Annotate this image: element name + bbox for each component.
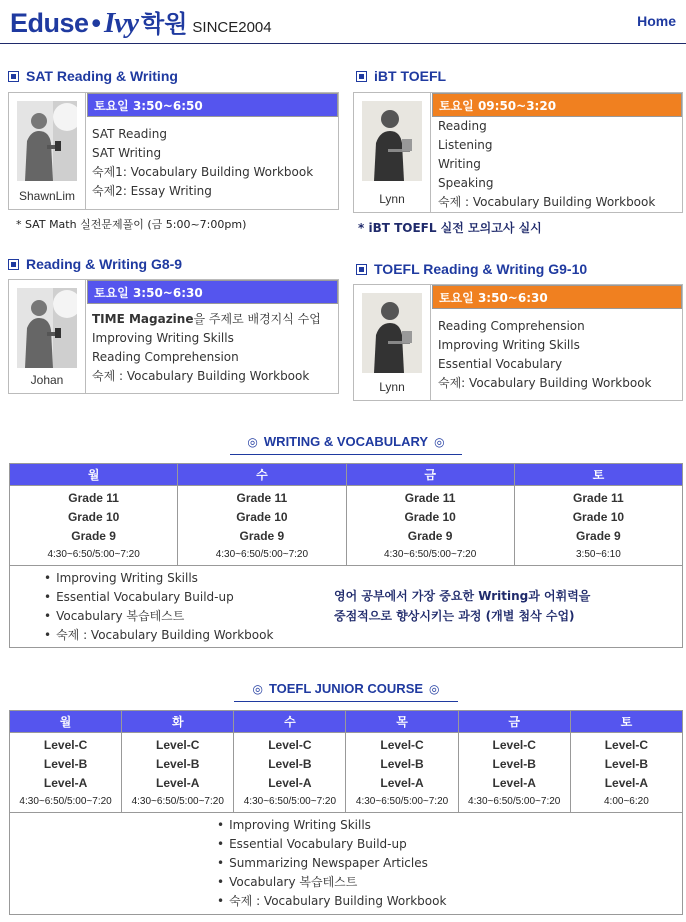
level: Level-B — [43, 757, 88, 771]
course-title: TOEFL Reading & Writing G9-10 — [374, 261, 588, 277]
course-line: Listening — [438, 138, 493, 152]
class-time: 4:00~6:20 — [604, 796, 649, 807]
logo-since: SINCE2004 — [192, 19, 272, 36]
teacher-name: Lynn — [379, 380, 405, 394]
writing-schedule-table — [9, 463, 683, 648]
level: Grade 11 — [236, 491, 288, 505]
course-line: 숙제1: Vocabulary Building Workbook — [92, 165, 314, 179]
class-time: 4:30~6:50/5:00~7:20 — [468, 796, 561, 807]
course-sat — [8, 66, 340, 86]
course-line: Improving Writing Skills — [438, 338, 580, 352]
course-lines — [438, 317, 652, 393]
teacher-photo — [354, 93, 431, 212]
level: Level-B — [492, 757, 536, 771]
class-time: 4:30~6:50/5:00~7:20 — [215, 549, 309, 560]
course-line: Essential Vocabulary — [438, 357, 563, 371]
schedule-cell — [570, 733, 682, 813]
teacher-photo — [354, 285, 431, 400]
toefl-junior-schedule-table — [9, 710, 683, 915]
schedule-cell — [346, 733, 458, 813]
day-header: 토 — [514, 464, 682, 486]
square-bullet-icon — [356, 71, 367, 82]
logo-ivy: Ivy — [103, 7, 139, 39]
section-title-text: WRITING & VOCABULARY — [263, 434, 429, 449]
schedule-cell — [234, 733, 346, 813]
course-line: SAT Reading — [92, 127, 167, 141]
magazine-name: TIME Magazine — [92, 312, 194, 326]
course-line: Speaking — [438, 176, 494, 190]
course-title: Reading & Writing G8-9 — [26, 256, 183, 272]
list-item: • Vocabulary 복습테스트 — [217, 873, 682, 892]
list-item: • Vocabulary 복습테스트 — [44, 607, 682, 626]
course-line: Reading Comprehension — [438, 319, 585, 333]
ibt-note: * iBT TOEFL 실전 모의고사 실시 — [358, 221, 542, 235]
course-lines — [92, 125, 313, 201]
level: Grade 9 — [239, 529, 285, 543]
course-title: iBT TOEFL — [374, 68, 447, 84]
list-item: • Improving Writing Skills — [217, 816, 682, 835]
curriculum-list — [217, 816, 682, 911]
level: Grade 11 — [68, 491, 119, 505]
level: Level-A — [43, 776, 88, 790]
teacher-woman-icon — [362, 293, 422, 373]
class-time: 4:30~6:50/5:00~7:20 — [355, 796, 449, 807]
day-header: 수 — [178, 464, 346, 486]
day-header: 금 — [346, 464, 514, 486]
day-header: 목 — [346, 711, 458, 733]
course-toefl-rw — [356, 259, 682, 279]
course-description — [10, 813, 683, 915]
level: Level-B — [604, 757, 649, 771]
course-line: 숙제: Vocabulary Building Workbook — [438, 376, 652, 390]
list-item: • Essential Vocabulary Build-up — [44, 588, 682, 607]
class-time: 4:30~6:50/5:00~7:20 — [243, 796, 337, 807]
schedule-cell — [178, 486, 346, 566]
time-bar: 토요일 3:50~6:50 — [87, 93, 338, 117]
teacher-man-icon — [17, 288, 77, 368]
logo-hakwon: 학원 — [141, 10, 188, 38]
course-lines — [438, 117, 655, 212]
teacher-photo — [9, 93, 86, 209]
teacher-name: Johan — [30, 373, 64, 387]
ring-icon: ◎ — [252, 681, 263, 696]
schedule-cell — [346, 486, 514, 566]
course-line: Writing — [438, 157, 481, 171]
level: Grade 9 — [407, 529, 453, 543]
list-item: • Improving Writing Skills — [44, 569, 682, 588]
schedule-cell — [514, 486, 682, 566]
course-lines — [92, 310, 321, 386]
schedule-cell — [458, 733, 570, 813]
teacher-name: ShawnLim — [18, 189, 76, 203]
course-line: 숙제 : Vocabulary Building Workbook — [438, 195, 656, 209]
class-time: 3:50~6:10 — [575, 549, 621, 560]
list-item: • Summarizing Newspaper Articles — [217, 854, 682, 873]
course-line-rest: 을 주제로 배경지식 수업 — [193, 312, 321, 326]
logo-eduse: Eduse — [10, 8, 89, 38]
level: Level-C — [43, 738, 88, 752]
promo-line: 중점적으로 향상시키는 과정 (개별 첨삭 수업) — [334, 609, 575, 623]
level: Level-C — [604, 738, 649, 752]
course-line: Reading — [438, 119, 487, 133]
time-bar: 토요일 09:50~3:20 — [432, 93, 682, 117]
level: Level-A — [380, 776, 424, 790]
day-header: 화 — [122, 711, 234, 733]
schedule-cell — [10, 486, 178, 566]
class-time: 4:30~6:50/5:00~7:20 — [131, 796, 224, 807]
promo-line: 영어 공부에서 가장 중요한 Writing과 어휘력을 — [334, 589, 591, 603]
list-item: • Essential Vocabulary Build-up — [217, 835, 682, 854]
level: Grade 10 — [572, 510, 625, 524]
teacher-woman-icon — [362, 101, 422, 181]
logo-dot: • — [91, 8, 101, 38]
teacher-name: Lynn — [379, 192, 405, 206]
schedule-row — [10, 486, 683, 566]
class-time: 4:30~6:50/5:00~7:20 — [383, 549, 477, 560]
course-line: 숙제 : Vocabulary Building Workbook — [92, 369, 310, 383]
ring-icon: ◎ — [429, 681, 440, 696]
home-link[interactable]: Home — [637, 13, 676, 29]
level: Grade 9 — [71, 529, 116, 543]
course-line: 숙제2: Essay Writing — [92, 184, 212, 198]
day-header: 토 — [570, 711, 682, 733]
day-header: 월 — [10, 464, 178, 486]
teacher-man-icon — [17, 101, 77, 181]
teacher-photo — [9, 280, 86, 393]
section-title-writing — [230, 429, 462, 455]
level: Level-B — [156, 757, 200, 771]
schedule-cell — [10, 733, 122, 813]
square-bullet-icon — [356, 264, 367, 275]
course-ibt — [356, 66, 682, 86]
ring-icon: ◎ — [434, 434, 445, 449]
course-line: Reading Comprehension — [92, 350, 239, 364]
course-line — [92, 310, 321, 329]
level: Level-C — [268, 738, 312, 752]
level: Level-A — [156, 776, 200, 790]
level: Level-B — [268, 757, 312, 771]
course-card-ibt — [353, 92, 683, 213]
level: Level-B — [380, 757, 424, 771]
day-header: 금 — [458, 711, 570, 733]
time-bar: 토요일 3:50~6:30 — [432, 285, 682, 309]
level: Grade 10 — [67, 510, 120, 524]
day-header-row — [10, 464, 683, 486]
square-bullet-icon — [8, 259, 19, 270]
level: Grade 9 — [576, 529, 621, 543]
level: Level-A — [492, 776, 536, 790]
course-line: SAT Writing — [92, 146, 162, 160]
level: Grade 11 — [573, 491, 624, 505]
section-title-text: TOEFL JUNIOR COURSE — [268, 681, 424, 696]
class-time: 4:30~6:50/5:00~7:20 — [19, 796, 112, 807]
ring-icon: ◎ — [247, 434, 258, 449]
course-card-sat — [8, 92, 339, 210]
level: Level-C — [156, 738, 200, 752]
schedule-cell — [122, 733, 234, 813]
list-item: • 숙제 : Vocabulary Building Workbook — [217, 892, 682, 911]
level: Level-A — [268, 776, 312, 790]
list-item: • 숙제 : Vocabulary Building Workbook — [44, 626, 682, 645]
course-rw — [8, 254, 340, 274]
description-row — [10, 813, 683, 915]
level: Level-C — [492, 738, 536, 752]
level: Grade 10 — [236, 510, 288, 524]
day-header: 수 — [234, 711, 346, 733]
course-card-rw — [8, 279, 339, 394]
time-bar: 토요일 3:50~6:30 — [87, 280, 338, 304]
description-row — [10, 566, 683, 648]
course-title: SAT Reading & Writing — [26, 68, 178, 84]
course-card-toefl-rw — [353, 284, 683, 401]
level: Grade 11 — [404, 491, 456, 505]
level: Level-C — [380, 738, 424, 752]
class-time: 4:30~6:50/5:00~7:20 — [47, 549, 140, 560]
level: Grade 10 — [404, 510, 456, 524]
level: Level-A — [604, 776, 649, 790]
promo-text — [334, 586, 590, 626]
square-bullet-icon — [8, 71, 19, 82]
day-header-row — [10, 711, 683, 733]
site-header — [0, 0, 686, 44]
schedule-row — [10, 733, 683, 813]
sat-note: * SAT Math 실전문제풀이 (금 5:00~7:00pm) — [16, 218, 247, 231]
course-description — [10, 566, 683, 648]
site-logo[interactable] — [10, 4, 272, 38]
day-header: 월 — [10, 711, 122, 733]
section-title-toefl-junior — [234, 676, 458, 702]
course-line: Improving Writing Skills — [92, 331, 234, 345]
